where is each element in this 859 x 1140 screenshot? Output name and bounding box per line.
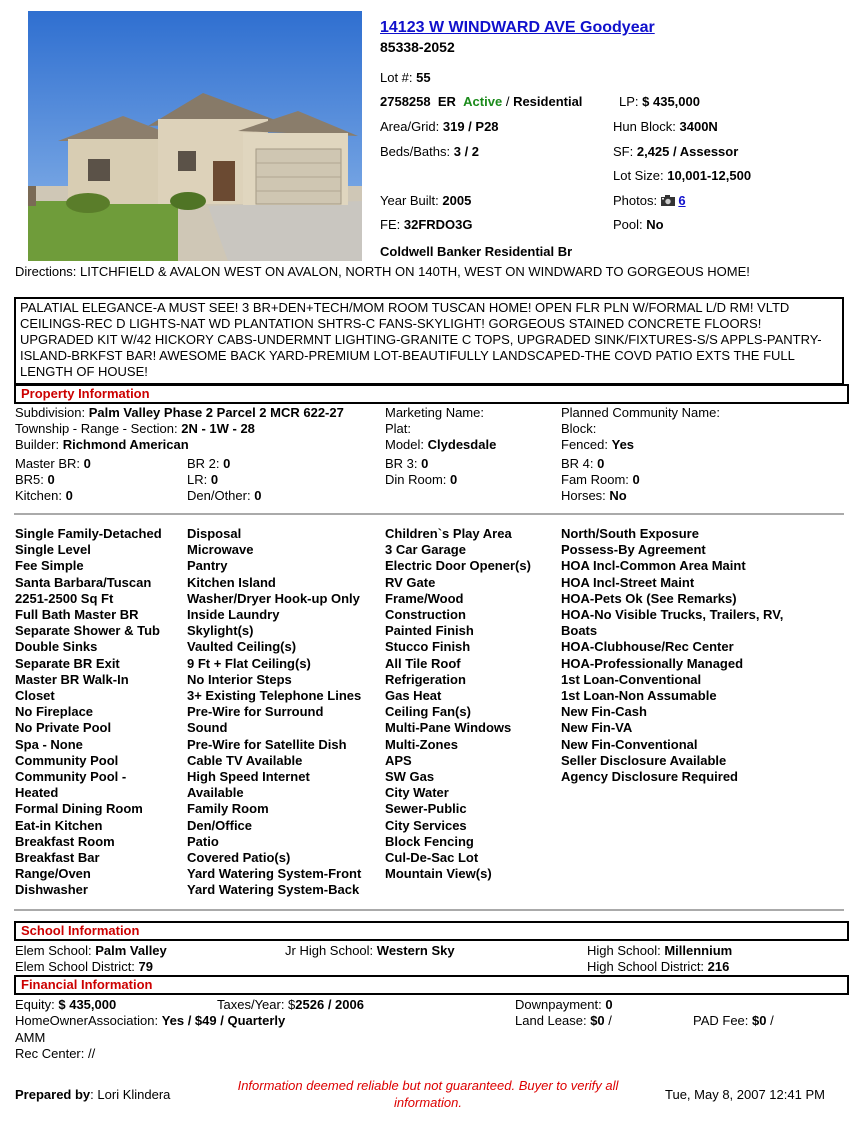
feature-item: Spa - None bbox=[15, 736, 83, 752]
br5-value: 0 bbox=[47, 472, 55, 487]
township-label: Township - Range - Section: bbox=[15, 421, 178, 436]
feature-item: HOA-Pets Ok (See Remarks) bbox=[561, 590, 737, 606]
feature-item: Sewer-Public bbox=[385, 801, 467, 817]
kitchen-label: Kitchen: bbox=[15, 488, 62, 503]
feature-item: HOA-No Visible Trucks, Trailers, RV, bbox=[561, 607, 784, 623]
plat-label: Plat: bbox=[385, 421, 412, 436]
feature-item: Patio bbox=[187, 833, 219, 849]
pad-fee-row bbox=[693, 1013, 774, 1028]
feature-item: Pre-Wire for Surround bbox=[187, 704, 324, 720]
prepared-by-name: Lori Klindera bbox=[97, 1087, 171, 1102]
lotsize-row bbox=[613, 168, 751, 183]
feature-item: North/South Exposure bbox=[561, 526, 699, 541]
photos-label: Photos: bbox=[613, 193, 658, 208]
feature-item: Separate Shower & Tub bbox=[15, 623, 160, 639]
feature-item: City Services bbox=[385, 817, 467, 833]
den-row bbox=[187, 488, 261, 503]
feature-item: Double Sinks bbox=[15, 639, 98, 655]
equity-row bbox=[15, 997, 116, 1012]
feature-item: Yard Watering System-Back bbox=[187, 882, 360, 898]
rec-center-row bbox=[15, 1046, 95, 1061]
feature-item: Breakfast Room bbox=[15, 833, 115, 849]
marketing-name-label: Marketing Name: bbox=[385, 405, 484, 420]
feature-item: Ceiling Fan(s) bbox=[385, 704, 471, 720]
feature-item: New Fin-Conventional bbox=[561, 736, 698, 752]
property-photo bbox=[28, 11, 362, 261]
high-school-row bbox=[587, 943, 732, 958]
feature-item: No Interior Steps bbox=[187, 671, 292, 687]
feature-item: Multi-Zones bbox=[385, 736, 458, 752]
feature-item: Mountain View(s) bbox=[385, 866, 492, 882]
hoa-row bbox=[15, 1013, 285, 1028]
land-lease-slash: / bbox=[608, 1013, 612, 1028]
jr-high-label: Jr High School: bbox=[285, 943, 374, 958]
yearbuilt-row bbox=[380, 193, 471, 208]
subdivision-row bbox=[15, 405, 344, 420]
feature-item: HOA Incl-Common Area Maint bbox=[561, 558, 746, 574]
high-district-row bbox=[587, 959, 729, 974]
feature-item: Refrigeration bbox=[385, 671, 466, 687]
fe-row bbox=[380, 217, 473, 232]
feature-item: Multi-Pane Windows bbox=[385, 720, 512, 736]
feature-item: High Speed Internet bbox=[187, 769, 310, 785]
property-type: Residential bbox=[513, 94, 583, 109]
features-column-4 bbox=[561, 526, 783, 785]
divider bbox=[14, 513, 844, 515]
sf-value: 2,425 / Assessor bbox=[636, 144, 739, 159]
feature-item: Single Level bbox=[15, 542, 91, 558]
lp-label: LP: bbox=[619, 94, 639, 109]
fam-room-label: Fam Room: bbox=[561, 472, 629, 487]
beds-label: Beds/Baths: bbox=[380, 144, 451, 159]
feature-item: Sound bbox=[187, 720, 228, 736]
feature-item: APS bbox=[385, 752, 412, 768]
den-value: 0 bbox=[254, 488, 262, 503]
feature-item: Formal Dining Room bbox=[15, 801, 143, 817]
lot-label: Lot #: bbox=[380, 70, 413, 85]
prepared-by-label: Prepared by bbox=[15, 1087, 91, 1102]
financial-info-header: Financial Information bbox=[14, 975, 849, 995]
feature-item: Microwave bbox=[187, 542, 254, 558]
rec-center-value: // bbox=[88, 1046, 96, 1061]
lotsize-value: 10,001-12,500 bbox=[667, 168, 752, 183]
township-value: 2N - 1W - 28 bbox=[181, 421, 255, 436]
prepared-by-colon: : bbox=[90, 1087, 94, 1102]
kitchen-row bbox=[15, 488, 73, 503]
divider bbox=[14, 909, 844, 911]
feature-item: Frame/Wood bbox=[385, 590, 464, 606]
land-lease-row bbox=[515, 1013, 612, 1028]
area-label: Area/Grid: bbox=[380, 119, 440, 134]
builder-value: Richmond American bbox=[62, 437, 189, 452]
amm-label: AMM bbox=[15, 1030, 46, 1045]
yearbuilt-value: 2005 bbox=[442, 193, 472, 208]
feature-item: 1st Loan-Conventional bbox=[561, 671, 702, 687]
br2-value: 0 bbox=[223, 456, 231, 471]
mls-number: 2758258 bbox=[380, 94, 431, 109]
feature-item: Family Room bbox=[187, 801, 269, 817]
pool-label: Pool: bbox=[613, 217, 643, 232]
feature-item: Community Pool - bbox=[15, 769, 127, 785]
br4-row bbox=[561, 456, 604, 471]
feature-item: Boats bbox=[561, 623, 598, 639]
hunblock-value: 3400N bbox=[679, 119, 718, 134]
feature-item: 2251-2500 Sq Ft bbox=[15, 590, 114, 606]
feature-item: Gas Heat bbox=[385, 688, 442, 704]
school-info-header: School Information bbox=[14, 921, 849, 941]
feature-item: Pre-Wire for Satellite Dish bbox=[187, 736, 347, 752]
feature-item: Skylight(s) bbox=[187, 623, 254, 639]
horses-label: Horses: bbox=[561, 488, 606, 503]
equity-value: $ 435,000 bbox=[58, 997, 117, 1012]
block-label: Block: bbox=[561, 421, 597, 436]
br3-label: BR 3: bbox=[385, 456, 418, 471]
fe-label: FE: bbox=[380, 217, 401, 232]
br4-label: BR 4: bbox=[561, 456, 594, 471]
feature-item: Heated bbox=[15, 785, 59, 801]
feature-item: Seller Disclosure Available bbox=[561, 752, 727, 768]
feature-item: New Fin-Cash bbox=[561, 704, 647, 720]
elem-district-value: 79 bbox=[138, 959, 154, 974]
horses-value: No bbox=[609, 488, 627, 503]
feature-item: Fee Simple bbox=[15, 558, 84, 574]
camera-icon[interactable] bbox=[661, 194, 675, 205]
feature-item: HOA Incl-Street Maint bbox=[561, 574, 695, 590]
address-link[interactable]: 14123 W WINDWARD AVE Goodyear bbox=[380, 19, 655, 36]
feature-item: SW Gas bbox=[385, 769, 435, 785]
list-price-row bbox=[619, 94, 700, 109]
feature-item: City Water bbox=[385, 785, 449, 801]
lotsize-label: Lot Size: bbox=[613, 168, 664, 183]
feature-item: HOA-Clubhouse/Rec Center bbox=[561, 639, 734, 655]
feature-item: 3 Car Garage bbox=[385, 542, 466, 558]
builder-row bbox=[15, 437, 189, 452]
feature-item: Cable TV Available bbox=[187, 752, 303, 768]
lr-value: 0 bbox=[210, 472, 219, 487]
hoa-label: HomeOwnerAssociation: bbox=[15, 1013, 159, 1028]
public-remarks: PALATIAL ELEGANCE-A MUST SEE! 3 BR+DEN+TECH/MOM ROOM TUSCAN HOME! OPEN FLR PLN W/FORMAL L/D RM! VLTD CEILINGS-REC D LIGHTS-NAT WD PLANTATION SHTRS-C FANS-SKYLIGHT! GORGEOUS STAINED CONCRETE FLOORS! UPGRADED KIT W/42 HICKORY CABS-UNDERMNT LIGHTING-GRANITE C TOPS, UPGRADED SINK/FIXTURES-S/S APPLS-PANTRY-ISLAND-BRKFST BAR! AWESOME BACK YARD-PREMIUM LOT-BEAUTIFULLY LANDSCAPED-THE COVD PATIO EXTS THE FULL LENGTH OF HOUSE! bbox=[14, 297, 844, 385]
feature-item: Electric Door Opener(s) bbox=[385, 558, 531, 574]
feature-item: 9 Ft + Flat Ceiling(s) bbox=[187, 655, 311, 671]
area-row bbox=[380, 119, 499, 134]
subdivision-label: Subdivision: bbox=[15, 405, 86, 420]
elem-school-row bbox=[15, 943, 167, 958]
din-room-row bbox=[385, 472, 457, 487]
feature-item: Santa Barbara/Tuscan bbox=[15, 574, 152, 590]
fam-room-value: 0 bbox=[632, 472, 640, 487]
builder-label: Builder: bbox=[15, 437, 60, 452]
high-district-label: High School District: bbox=[587, 959, 705, 974]
taxes-value: 2526 / 2006 bbox=[295, 997, 364, 1012]
master-br-label: Master BR: bbox=[15, 456, 81, 471]
elem-school-value: Palm Valley bbox=[95, 943, 167, 958]
features-column-1 bbox=[15, 526, 162, 899]
jr-high-value: Western Sky bbox=[376, 943, 455, 958]
pool-row bbox=[613, 217, 664, 232]
prepared-by bbox=[15, 1087, 170, 1102]
sf-row bbox=[613, 144, 738, 159]
equity-label: Equity: bbox=[15, 997, 55, 1012]
directions bbox=[15, 264, 815, 280]
br3-value: 0 bbox=[421, 456, 429, 471]
pad-fee-label: PAD Fee: bbox=[693, 1013, 749, 1028]
features-column-3 bbox=[385, 526, 531, 882]
taxes-row bbox=[217, 997, 364, 1012]
jr-high-row bbox=[285, 943, 455, 958]
area-value: 319 / P28 bbox=[442, 119, 499, 134]
elem-district-label: Elem School District: bbox=[15, 959, 135, 974]
hoa-value: Yes / $49 / Quarterly bbox=[161, 1013, 286, 1028]
feature-item: Children`s Play Area bbox=[385, 526, 512, 541]
feature-item: New Fin-VA bbox=[561, 720, 633, 736]
status-slash: / bbox=[505, 94, 510, 109]
directions-label: Directions: bbox=[15, 264, 77, 279]
feature-item: Stucco Finish bbox=[385, 639, 471, 655]
type-code: ER bbox=[437, 94, 456, 109]
fenced-value: Yes bbox=[611, 437, 635, 452]
br2-label: BR 2: bbox=[187, 456, 220, 471]
planned-community-label: Planned Community Name: bbox=[561, 405, 720, 420]
master-br-value: 0 bbox=[83, 456, 91, 471]
hunblock-label: Hun Block: bbox=[613, 119, 676, 134]
feature-item: 3+ Existing Telephone Lines bbox=[187, 688, 362, 704]
feature-item: Community Pool bbox=[15, 752, 119, 768]
lot-row bbox=[380, 70, 431, 85]
elem-district-row bbox=[15, 959, 153, 974]
feature-item: Yard Watering System-Front bbox=[187, 866, 362, 882]
feature-item: Den/Office bbox=[187, 817, 253, 833]
rec-center-label: Rec Center: bbox=[15, 1046, 85, 1061]
listing-office: Coldwell Banker Residential Br bbox=[380, 244, 573, 259]
pad-fee-value: $0 bbox=[752, 1013, 767, 1028]
beds-value: 3 / 2 bbox=[453, 144, 480, 159]
sf-label: SF: bbox=[613, 144, 634, 159]
br3-row bbox=[385, 456, 428, 471]
fenced-label: Fenced: bbox=[561, 437, 608, 452]
feature-item: Eat-in Kitchen bbox=[15, 817, 103, 833]
high-school-label: High School: bbox=[587, 943, 661, 958]
feature-item: Covered Patio(s) bbox=[187, 850, 291, 866]
lr-label: LR: bbox=[187, 472, 208, 487]
feature-item: Closet bbox=[15, 688, 55, 704]
feature-item: Disposal bbox=[187, 526, 242, 541]
downpayment-label: Downpayment: bbox=[515, 997, 602, 1012]
din-room-value: 0 bbox=[450, 472, 458, 487]
model-row bbox=[385, 437, 496, 452]
elem-school-label: Elem School: bbox=[15, 943, 92, 958]
br5-label: BR5: bbox=[15, 472, 44, 487]
photos-row bbox=[613, 193, 686, 208]
beds-row bbox=[380, 144, 479, 159]
master-br-row bbox=[15, 456, 91, 471]
feature-item: Single Family-Detached bbox=[15, 526, 162, 541]
lr-row bbox=[187, 472, 218, 487]
photos-link[interactable]: 6 bbox=[678, 193, 686, 208]
print-date: Tue, May 8, 2007 12:41 PM bbox=[665, 1087, 825, 1102]
feature-item: All Tile Roof bbox=[385, 655, 461, 671]
feature-item: Construction bbox=[385, 607, 466, 623]
feature-item: Kitchen Island bbox=[187, 574, 276, 590]
property-info-header: Property Information bbox=[14, 384, 849, 404]
feature-item: Master BR Walk-In bbox=[15, 671, 129, 687]
downpayment-value: 0 bbox=[605, 997, 613, 1012]
lot-value: 55 bbox=[416, 70, 431, 85]
model-label: Model: bbox=[385, 437, 425, 452]
yearbuilt-label: Year Built: bbox=[380, 193, 439, 208]
downpayment-row bbox=[515, 997, 613, 1012]
land-lease-value: $0 bbox=[590, 1013, 605, 1028]
feature-item: Block Fencing bbox=[385, 833, 474, 849]
feature-item: Agency Disclosure Required bbox=[561, 769, 738, 785]
hunblock-row bbox=[613, 119, 718, 134]
br5-row bbox=[15, 472, 55, 487]
feature-item: No Fireplace bbox=[15, 704, 94, 720]
taxes-label: Taxes/Year: $ bbox=[217, 997, 296, 1012]
feature-item: Washer/Dryer Hook-up Only bbox=[187, 590, 360, 606]
address-zip: 85338-2052 bbox=[380, 39, 455, 55]
feature-item: Cul-De-Sac Lot bbox=[385, 850, 479, 866]
feature-item: 1st Loan-Non Assumable bbox=[561, 688, 717, 704]
feature-item: Dishwasher bbox=[15, 882, 88, 898]
den-label: Den/Other: bbox=[187, 488, 251, 503]
high-school-value: Millennium bbox=[664, 943, 733, 958]
features-column-2 bbox=[187, 526, 361, 899]
br4-value: 0 bbox=[597, 456, 605, 471]
feature-item: Full Bath Master BR bbox=[15, 607, 139, 623]
status-row bbox=[380, 94, 582, 109]
kitchen-value: 0 bbox=[65, 488, 73, 503]
fam-room-row bbox=[561, 472, 640, 487]
feature-item: HOA-Professionally Managed bbox=[561, 655, 744, 671]
feature-item: Possess-By Agreement bbox=[561, 542, 706, 558]
horses-row bbox=[561, 488, 627, 503]
pool-value: No bbox=[646, 217, 664, 232]
feature-item: Range/Oven bbox=[15, 866, 91, 882]
fenced-row bbox=[561, 437, 634, 452]
din-room-label: Din Room: bbox=[385, 472, 447, 487]
feature-item: Pantry bbox=[187, 558, 228, 574]
feature-item: RV Gate bbox=[385, 574, 436, 590]
feature-item: Painted Finish bbox=[385, 623, 474, 639]
feature-item: Available bbox=[187, 785, 244, 801]
feature-item: Separate BR Exit bbox=[15, 655, 120, 671]
fe-value: 32FRDO3G bbox=[403, 217, 473, 232]
subdivision-value: Palm Valley Phase 2 Parcel 2 MCR 622-27 bbox=[88, 405, 344, 420]
high-district-value: 216 bbox=[707, 959, 730, 974]
pad-fee-slash: / bbox=[770, 1013, 774, 1028]
status-active: Active bbox=[463, 94, 503, 109]
feature-item: Breakfast Bar bbox=[15, 850, 100, 866]
list-price: $ 435,000 bbox=[642, 94, 700, 109]
feature-item: Vaulted Ceiling(s) bbox=[187, 639, 297, 655]
model-value: Clydesdale bbox=[427, 437, 497, 452]
township-row bbox=[15, 421, 255, 436]
disclaimer: Information deemed reliable but not guaranteed. Buyer to verify all information. bbox=[237, 1078, 619, 1110]
feature-item: No Private Pool bbox=[15, 720, 112, 736]
directions-text: LITCHFIELD & AVALON WEST ON AVALON, NORTH ON 140TH, WEST ON WINDWARD TO GORGEOUS HOME! bbox=[80, 264, 750, 279]
land-lease-label: Land Lease: bbox=[515, 1013, 587, 1028]
feature-item: Inside Laundry bbox=[187, 607, 280, 623]
br2-row bbox=[187, 456, 230, 471]
